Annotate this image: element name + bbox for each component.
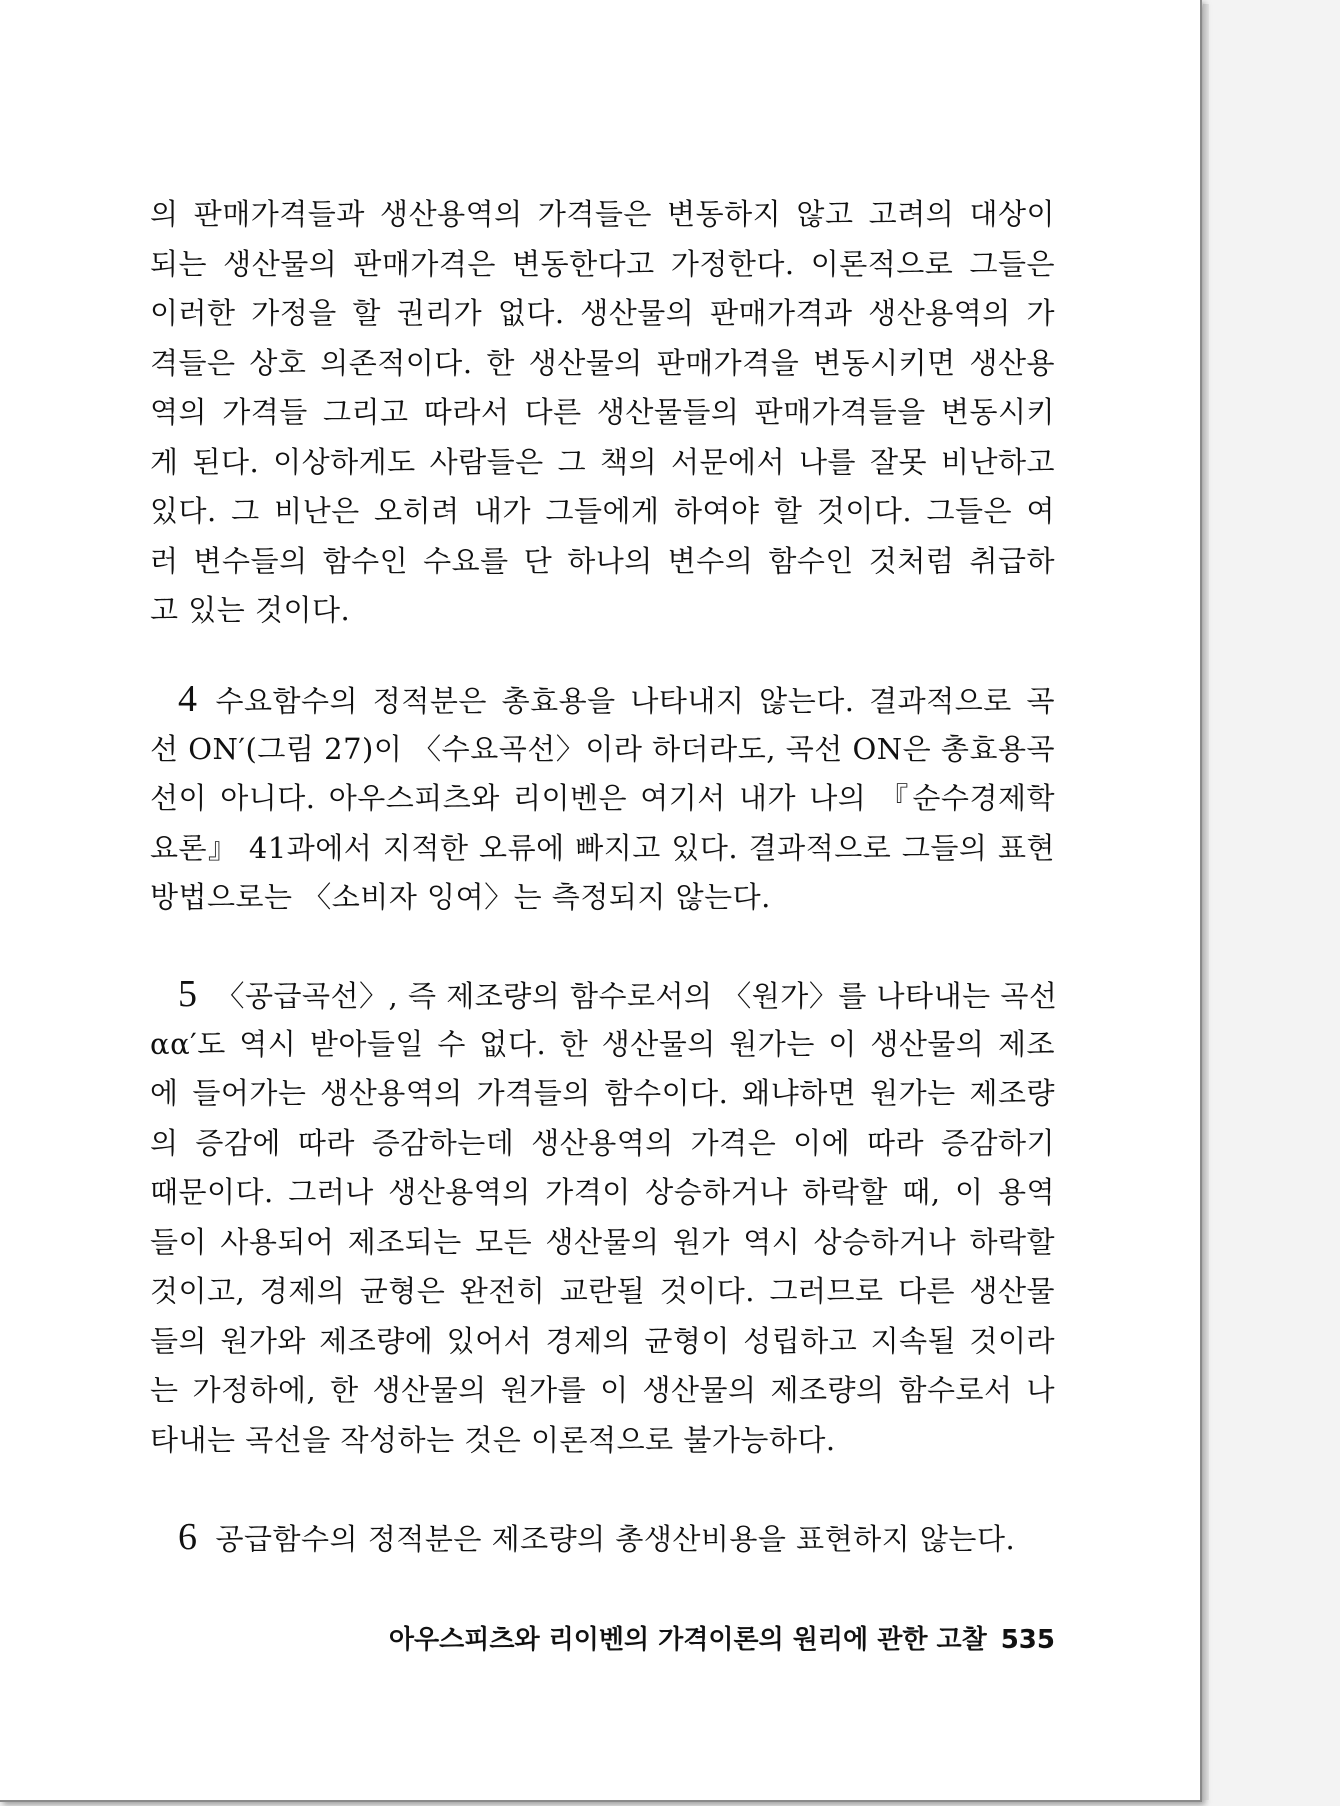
text-line: 이러한 가정을 할 권리가 없다. 생산물의 판매가격과 생산용역의 가 (150, 296, 1055, 330)
text-line-first (150, 675, 1055, 725)
paragraph-5 (150, 970, 1058, 1465)
text-line: 타내는 곡선을 작성하는 것은 이론적으로 불가능하다. (150, 1422, 836, 1457)
text-line: 의 증감에 따라 증감하는데 생산용역의 가격은 이에 따라 증감하기 (150, 1125, 1055, 1160)
text-line: 방법으로는 〈소비자 잉여〉는 측정되지 않는다. (150, 880, 771, 914)
text-line: 게 된다. 이상하게도 사람들은 그 책의 서문에서 나를 잘못 비난하고 (150, 444, 1055, 479)
running-title: 아우스피츠와 리이벤의 가격이론의 원리에 관한 고찰 (388, 1625, 987, 1655)
text-line: 격들은 상호 의존적이다. 한 생산물의 판매가격을 변동시키면 생산용 (150, 345, 1055, 380)
text-line: 들이 사용되어 제조되는 모든 생산물의 원가 역시 상승하거나 하락할 (150, 1224, 1055, 1259)
text-line: 되는 생산물의 판매가격은 변동한다고 가정한다. 이론적으로 그들은 (150, 246, 1055, 281)
text-line: 〈공급곡선〉, 즉 제조량의 함수로서의 〈원가〉를 나타내는 곡선 (215, 979, 1058, 1013)
text-line: 역의 가격들 그리고 따라서 다른 생산물들의 판매가격들을 변동시키 (150, 395, 1055, 429)
paragraph-continued (150, 190, 1055, 636)
text-line: 들의 원가와 제조량에 있어서 경제의 균형이 성립하고 지속될 것이라 (150, 1323, 1055, 1358)
running-footer (150, 1619, 1055, 1656)
text-line: 고 있는 것이다. (150, 593, 351, 627)
text-line: 수요함수의 정적분은 총효용을 나타내지 않는다. 결과적으로 곡 (215, 684, 1055, 718)
text-line: 있다. 그 비난은 오히려 내가 그들에게 하여야 할 것이다. 그들은 여 (150, 494, 1055, 528)
paragraph-6 (150, 1513, 1055, 1563)
paragraph-number: 4 (178, 678, 198, 720)
text-line-first (150, 970, 1058, 1020)
text-line: 는 가정하에, 한 생산물의 원가를 이 생산물의 제조량의 함수로서 나 (150, 1373, 1055, 1407)
text-line: 의 판매가격들과 생산용역의 가격들은 변동하지 않고 고려의 대상이 (150, 197, 1055, 231)
text-line: 선이 아니다. 아우스피츠와 리이벤은 여기서 내가 나의 『순수경제학 (150, 781, 1055, 815)
text-line: 공급함수의 정적분은 제조량의 총생산비용을 표현하지 않는다. (215, 1522, 1016, 1556)
text-line: 에 들어가는 생산용역의 가격들의 함수이다. 왜냐하면 원가는 제조량 (150, 1076, 1055, 1110)
text-line: 것이고, 경제의 균형은 완전히 교란될 것이다. 그러므로 다른 생산물 (150, 1274, 1055, 1308)
paragraph-4 (150, 675, 1055, 923)
page-number: 535 (1000, 1625, 1055, 1655)
text-line: 요론』 41과에서 지적한 오류에 빠지고 있다. 결과적으로 그들의 표현 (150, 830, 1055, 865)
text-line: 때문이다. 그러나 생산용역의 가격이 상승하거나 하락할 때, 이 용역 (150, 1175, 1055, 1209)
text-line: 러 변수들의 함수인 수요를 단 하나의 변수의 함수인 것처럼 취급하 (150, 543, 1055, 578)
paragraph-number: 5 (178, 973, 198, 1015)
paragraph-number: 6 (178, 1516, 198, 1558)
page-edge-shadow (1203, 4, 1209, 1800)
text-line: αα′도 역시 받아들일 수 없다. 한 생산물의 원가는 이 생산물의 제조 (150, 1026, 1055, 1061)
text-line-first (150, 1513, 1055, 1563)
text-line: 선 ON′(그림 27)이 〈수요곡선〉이라 하더라도, 곡선 ON은 총효용곡 (150, 731, 1055, 766)
